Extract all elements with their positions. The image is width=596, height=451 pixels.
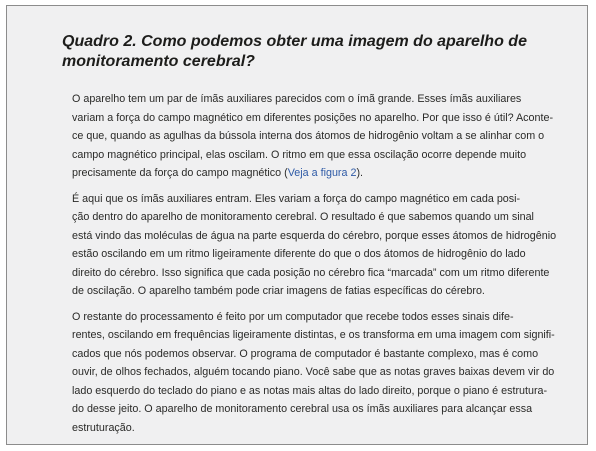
paragraph-1 — [62, 90, 554, 183]
text-line: variam a força do campo magnético em diferentes posições no aparelho. Por que isso é útil? Aconte- — [72, 111, 554, 124]
text-line: do desse jeito. O aparelho de monitoramento cerebral usa os ímãs auxiliares para alcançar essa — [72, 403, 533, 415]
text-line: cados que nós podemos observar. O programa de computador é bastante complexo, mas é como — [72, 347, 539, 360]
text-line: campo magnético principal, elas oscilam. O ritmo em que essa oscilação ocorre depende muito — [72, 148, 527, 161]
text-line: lado esquerdo do teclado do piano e as notas mais altas do lado direito, porque o piano é estrutura- — [72, 384, 548, 397]
text-line: estão oscilando em um ritmo ligeiramente diferente do que o dos átomos de hidrogênio do lado — [72, 248, 526, 260]
text-line: ce que, quando as agulhas da bússola interna dos átomos de hidrogênio voltam a se alinhar com o — [72, 130, 545, 142]
text-line: ouvir, de olhos fechados, alguém tocando piano. Você sabe que as notas graves baixas devem vir do — [72, 366, 555, 378]
text-line: ção dentro do aparelho de monitoramento cerebral. O resultado é que sabemos quando um sinal — [72, 211, 534, 223]
box-body — [62, 90, 557, 444]
paragraph-2 — [62, 190, 557, 301]
text-line: estruturação. — [72, 421, 135, 434]
box-title — [62, 32, 542, 72]
text-line: O aparelho tem um par de ímãs auxiliares parecidos com o ímã grande. Esses ímãs auxiliares — [72, 93, 522, 105]
text-fragment: precisamente da força do campo magnético ( — [72, 167, 288, 179]
text-line: de oscilação. O aparelho também pode criar imagens de fatias específicas do cérebro. — [72, 285, 485, 297]
text-line: direito do cérebro. Isso significa que cada posição no cérebro fica “marcada” com um ritmo diferente — [72, 266, 550, 279]
title-line: Quadro 2. Como podemos obter uma imagem do aparelho de — [62, 33, 527, 50]
text-line — [62, 164, 532, 183]
text-fragment: ). — [356, 167, 364, 179]
text-line: está vindo das moléculas de água na parte esquerda do cérebro, porque esses átomos de hidrogênio — [72, 229, 557, 242]
text-line: O restante do processamento é feito por um computador que recebe todos esses sinais dife- — [72, 310, 514, 323]
text-line: É aqui que os ímãs auxiliares entram. Eles variam a força do campo magnético em cada posi- — [72, 192, 521, 205]
figure-2-link[interactable]: Veja a figura 2 — [287, 167, 357, 179]
text-line: rentes, oscilando em frequências ligeiramente distintas, e os transforma em uma imagem com signifi- — [72, 329, 555, 341]
title-line: monitoramento cerebral? — [62, 53, 255, 70]
paragraph-3 — [62, 308, 555, 438]
